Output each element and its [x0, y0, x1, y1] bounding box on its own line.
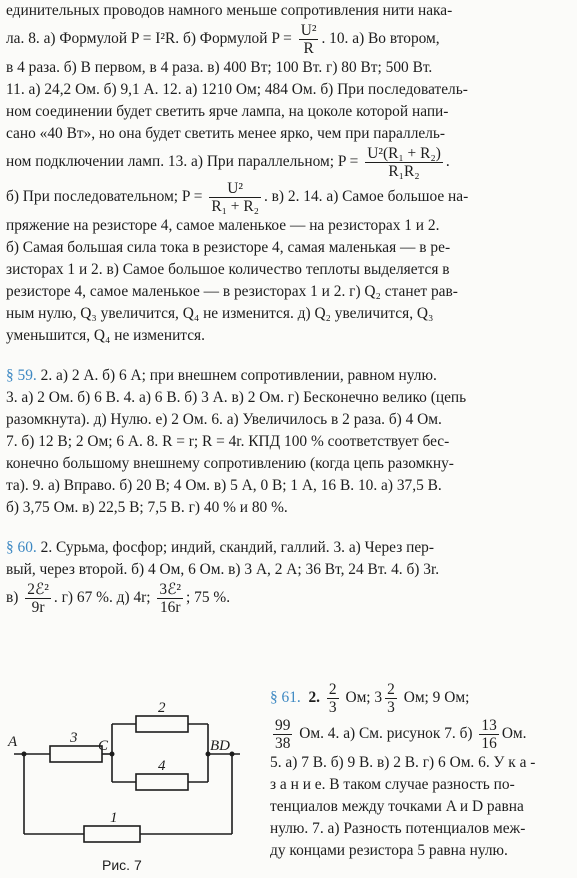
fraction: $\frac{2}{3}$ [387, 680, 395, 716]
text-line: вый, через второй. б) 4 Ом, 6 Ом. в) 3 А, 2 А; 36 Вт, 24 Вт. 4. б) 3r. [6, 561, 440, 578]
text-line: ным нулю, Q₃ увеличится, Q₄ не изменится. д) Q₂ увеличится, Q₃ [6, 305, 434, 322]
text-line: сано «40 Вт», но она будет светить менее ярко, чем при параллель- [6, 125, 446, 142]
text-line: 11. а) 24,2 Ом. б) 9,1 А. 12. а) 1210 Ом; 484 Ом. б) При последователь- [6, 81, 468, 98]
resistor-label-2: 2 [158, 700, 166, 716]
section-61-column [270, 680, 566, 862]
text-line: ду концами резистора 5 равна нулю. [270, 842, 508, 859]
text-line: в 4 раза. б) В первом, в 4 раза. в) 400 Вт; 100 Вт. г) 80 Вт; 500 Вт. [6, 59, 433, 76]
section-61-line: § 61. 2. $\frac{2}{3}$ Ом; 3 $\frac{2}{3}$ Ом; 9 Ом; [270, 680, 470, 716]
node-label-a: A [8, 734, 18, 750]
text-line: ном соединении будет светить ярче лампа, на цоколе которой напи- [6, 103, 449, 120]
section-59-line: § 59. 2. а) 2 А. б) 6 А; при внешнем сопротивлении, равном нулю. [6, 367, 437, 384]
text-line: уменьшится, Q₄ не изменится. [6, 327, 205, 344]
resistor-label-4: 4 [158, 758, 166, 774]
fraction: $\frac{2}{3}$ [328, 680, 337, 716]
text-line: тенциалов между точками A и D равна [270, 798, 524, 815]
circuit-diagram [0, 694, 252, 854]
text-line: ном подключении ламп. 13. а) При параллельном; P = $\frac{\text{U²(R₁ + R₂)}}{\text{R₁R₂}}$ . [6, 145, 450, 180]
section-number: § 60. [6, 539, 37, 556]
text-line: зисторах 1 и 2. в) Самое большое количество теплоты выделяется в [6, 261, 450, 278]
resistor-label-3: 3 [70, 730, 78, 746]
fraction: $\frac{\text{U²(R₁ + R₂)}}{\text{R₁R₂}}$ [367, 145, 441, 180]
section-number: § 61. [270, 689, 301, 706]
text-line: резисторе 4, самое маленькое — в резисторах 1 и 2. г) Q₂ станет рав- [6, 283, 458, 300]
answers-page [6, 0, 572, 616]
node-label-bd: BD [210, 738, 230, 754]
text-line: 3. а) 2 Ом. б) 6 В. 4. а) 6 В. б) 3 А. в) 2 Ом. г) Бесконечно велико (цепь [6, 389, 467, 406]
fraction: $\frac{\text{2ℰ²}}{9r}$ [27, 581, 49, 616]
fraction: $\frac{\text{3ℰ²}}{16r}$ [159, 581, 182, 616]
resistor-label-1: 1 [110, 810, 118, 826]
text-line: б) При последовательном; P = $\frac{\text{U²}}{\text{R₁ + R₂}}$ . в) 2. 14. а) Самое большое на- [6, 180, 469, 215]
node-label-c: C [98, 738, 109, 754]
fraction: $\frac{99}{38}$ [275, 716, 291, 752]
fraction: $\frac{13}{16}$ [481, 716, 497, 752]
circuit-figure [0, 694, 252, 878]
text-line: з а н и е. В таком случае разность по- [270, 776, 515, 793]
text-line: 7. б) 12 В; 2 Ом; 6 А. 8. R = r; R = 4r. КПД 100 % соответствует бес- [6, 433, 450, 450]
text-line: разомкнута). д) Нулю. е) 2 Ом. 6. а) Увеличилось в 2 раза. б) 4 Ом. [6, 411, 442, 428]
section-60-line: § 60. 2. Сурьма, фосфор; индий, скандий, галлий. 3. а) Через пер- [6, 539, 435, 556]
text-line: ла. 8. а) Формулой P = I²R. б) Формулой P = $\frac{\text{U²}}{R}$ . 10. а) Во втором, [6, 22, 440, 57]
text-line: та). 9. а) Вправо. б) 20 В; 4 Ом. в) 5 А, 0 В; 1 А, 16 В. 10. а) 37,5 В. [6, 477, 442, 494]
fraction: $\frac{\text{U²}}{\text{R₁ + R₂}}$ [211, 180, 259, 215]
text-line: в) $\frac{\text{2ℰ²}}{9r}$ . г) 67 %. д) 4r; $\frac{\text{3ℰ²}}{16r}$ ; 75 %. [6, 581, 231, 616]
text-line: 5. а) 7 В. б) 9 В. в) 2 В. г) 6 Ом. 6. У к а - [270, 754, 536, 771]
text-line: б) 3,75 Ом. в) 22,5 В; 7,5 В. г) 40 % и 80 %. [6, 499, 288, 516]
text-line: пряжение на резисторе 4, самое маленькое — на резисторах 1 и 2. [6, 217, 440, 234]
text-line: нулю. 7. а) Разность потенциалов меж- [270, 820, 526, 837]
text-line: единительных проводов намного меньше сопротивления нити нака- [6, 2, 453, 19]
text-line: конечно большому внешнему сопротивлению (когда цепь разомкну- [6, 455, 454, 472]
text-line: $\frac{99}{38}$ Ом. 4. а) См. рисунок 7. б) $\frac{13}{16}$ Ом. [275, 716, 527, 752]
section-number: § 59. [6, 367, 37, 384]
figure-caption: Рис. 7 [102, 857, 142, 873]
fraction: $\frac{\text{U²}}{R}$ [300, 22, 317, 57]
text-line: б) Самая большая сила тока в резисторе 4, самая маленькая — в ре- [6, 239, 451, 256]
